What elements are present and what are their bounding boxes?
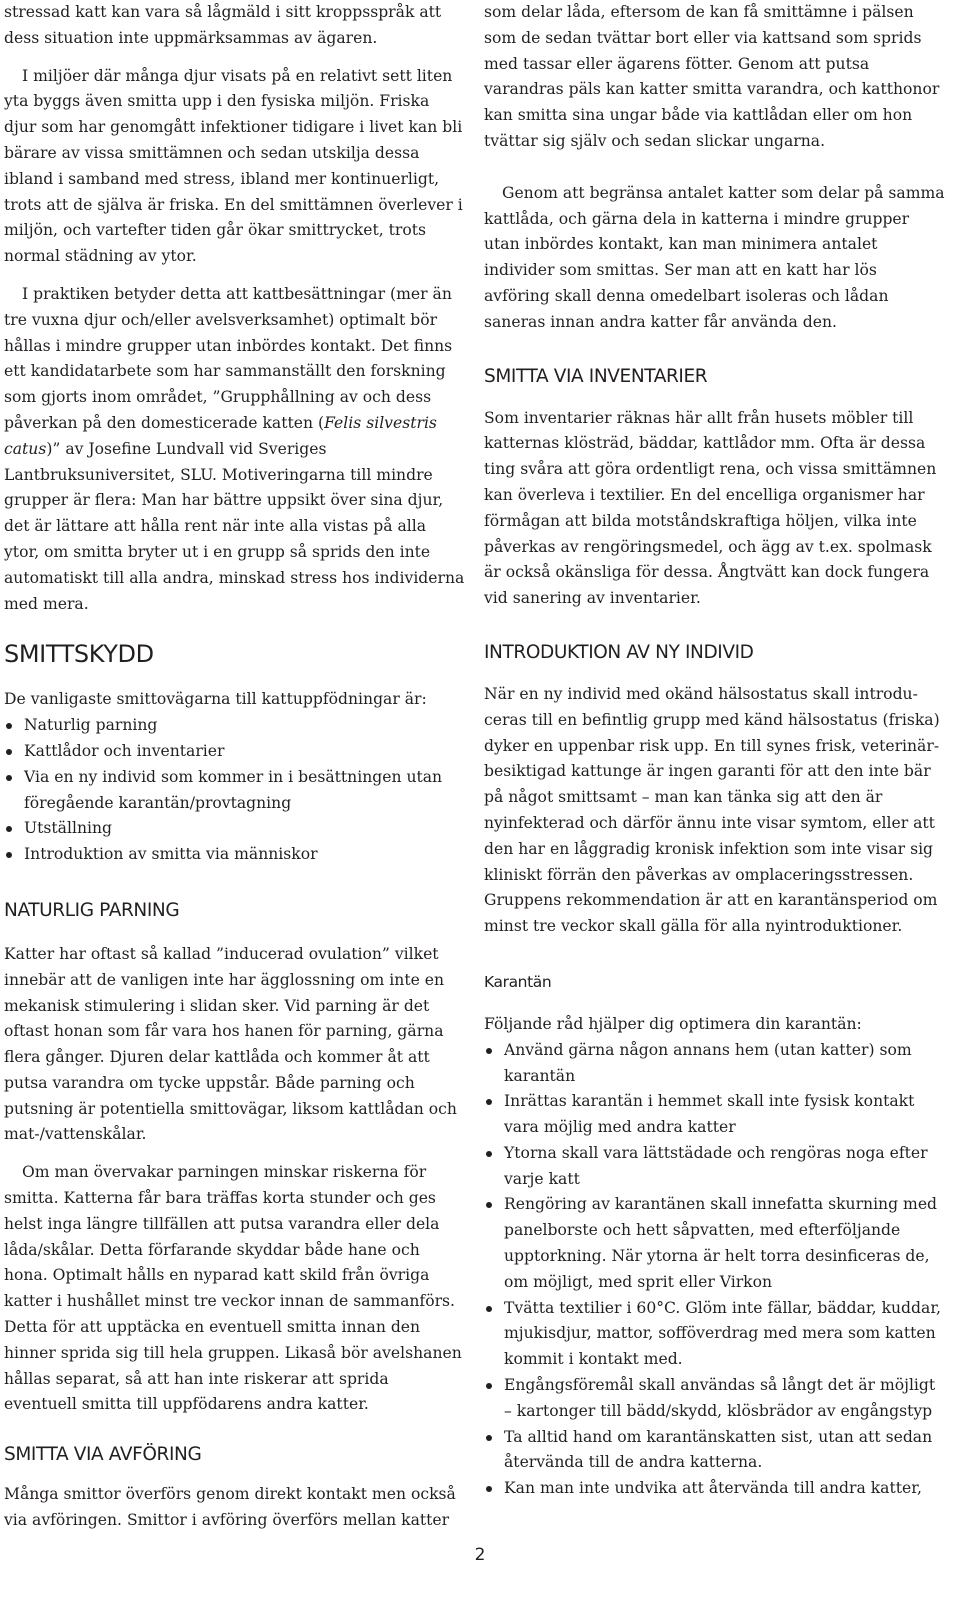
paragraph-avforing-2: Genom att begränsa antalet katter som delar på samma kattlåda, och gärna dela in katterna i mindre grupper utan inbördes kontakt, kan man minimera antalet individer som smittas. Ser man att en katt har lös avföring skall denna omedelbart isoleras och lådan saneras innan andra katter får använda den.: [484, 183, 945, 331]
latin-name: Felis silvestris catus: [4, 413, 437, 458]
list-item: Ytorna skall vara lättstädade och rengöras noga efter varje katt: [484, 1141, 946, 1193]
paragraph-avforing-1: Många smittor överförs genom direkt kontakt men också via avföringen. Smittor i avföring överförs mellan katter: [4, 1485, 456, 1530]
heading-smittskydd: SMITTSKYDD: [4, 640, 154, 669]
left-column: [4, 0, 466, 1534]
right-column: [484, 0, 946, 1502]
heading-karantan: Karantän: [484, 972, 552, 991]
heading-naturlig-parning: NATURLIG PARNING: [4, 899, 180, 921]
list-item: Naturlig parning: [4, 713, 466, 739]
paragraph-group-housing: [4, 282, 466, 617]
heading-smitta-via-avforing: SMITTA VIA AVFÖRING: [4, 1444, 202, 1466]
paragraph-avforing-continued: som delar låda, eftersom de kan få smittämne i pälsen som de sedan tvättar bort eller via kattsand som sprids med tassar eller ägarens fötter. Genom att putsa varandras päls kan katter smitta varandra, och katthonor kan smitta sina ungar både via kattlådan eller om hon tvättar sig själv och sedan slickar ungarna.: [484, 3, 940, 150]
list-item: Introduktion av smitta via människor: [4, 842, 466, 868]
routes-list: [4, 713, 466, 868]
karantan-intro: Följande råd hjälper dig optimera din karantän:: [484, 1014, 862, 1033]
list-item: Rengöring av karantänen skall innefatta skurning med panelborste och hett såpvatten, med efterföljande upptorkning. När ytorna är helt torra desinficeras de, om möjligt, med sprit eller Virkon: [484, 1192, 946, 1295]
list-item: Kattlådor och inventarier: [4, 739, 466, 765]
heading-smitta-via-inventarier: SMITTA VIA INVENTARIER: [484, 365, 708, 387]
list-item: Engångsföremål skall användas så långt det är möjligt – kartonger till bädd/skydd, klösbrädor av engångstyp: [484, 1373, 946, 1425]
paragraph-group-housing-part2: )” av Josefine Lundvall vid Sveriges Lantbruksuniversitet, SLU. Motiveringarna till mindre grupper är flera: Man har bättre uppsikt över sina djur, det är lättare att hålla rent när inte alla vistas på alla ytor, om smitta bryter ut i en grupp så sprids den inte automatiskt till alla andra, minskad stress hos individerna med mera.: [4, 439, 465, 613]
paragraph-parning-2: Om man övervakar parningen minskar riskerna för smitta. Katterna får bara träffas korta stunder och ges helst inga längre tillfällen att putsa varandra eller dela låda/skålar. Detta förfarande skyddar både hane och hona. Optimalt hålls en nyparad katt skild från övriga katter i hushållet minst tre veckor innan de sammanförs. Detta för att upptäcka en eventuell smitta innan den hinner sprida sig till hela gruppen. Likaså bör avelshanen hållas separat, så att han inte riskerar att sprida eventuell smitta till uppfödarens andra katter.: [4, 1163, 462, 1414]
list-item: Ta alltid hand om karantänskatten sist, utan att sedan återvända till de andra katterna.: [484, 1425, 946, 1477]
list-item: Via en ny individ som kommer in i besättningen utan föregående karantän/provtagning: [4, 765, 466, 817]
list-item: Inrättas karantän i hemmet skall inte fysisk kontakt vara möjlig med andra katter: [484, 1089, 946, 1141]
routes-intro: De vanligaste smittovägarna till kattuppfödningar är:: [4, 690, 427, 709]
heading-introduktion: INTRODUKTION AV NY INDIVID: [484, 641, 754, 663]
paragraph-group-housing-part1: I praktiken betyder detta att kattbesättningar (mer än tre vuxna djur och/eller avelsverksamhet) optimalt bör hållas i mindre grupper utan inbördes kontakt. Det finns ett kandidatarbete som har sammanställt den forskning som gjorts inom området, ”Grupphållning av och dess påverkan på den domesticerade katten (: [4, 284, 453, 432]
paragraph-environment: I miljöer där många djur visats på en relativt sett liten yta byggs även smitta upp i den fysiska miljön. Friska djur som har genomgått infektioner tidigare i livet kan bli bärare av vissa smittämnen och sedan utskilja dessa ibland i samband med stress, ibland mer kontinuerligt, trots att de själva är friska. En del smittämnen överlever i miljön, och vartefter tiden går ökar smittrycket, trots normal städning av ytor.: [4, 66, 463, 266]
list-item: Kan man inte undvika att återvända till andra katter,: [484, 1476, 946, 1502]
paragraph-stressed-cat: stressad katt kan vara så lågmäld i sitt kroppsspråk att dess situation inte uppmärksammas av ägaren.: [4, 3, 442, 47]
list-item: Tvätta textilier i 60°C. Glöm inte fällar, bäddar, kuddar, mjukisdjur, mattor, sofföverdrag med mera som katten kommit i kontakt med.: [484, 1296, 946, 1373]
paragraph-introduktion: När en ny individ med okänd hälsostatus skall introduceras till en befintlig grupp med känd hälsostatus (friska) dyker en uppenbar risk upp. En till synes frisk, veterinärbesiktigad kattunge är ingen garanti för att den inte bär på något smittsamt – man kan tänka sig att den är nyinfekterad och därför ännu inte visar symtom, eller att den har en låggradig kronisk infektion som inte visar sig kliniskt förrän den påverkas av omplaceringsstressen. Gruppens rekommendation är att en karantänsperiod om minst tre veckor skall gälla för alla nyintroduktioner.: [484, 684, 940, 936]
paragraph-inventarier: Som inventarier räknas här allt från husets möbler till katternas klösträd, bäddar, kattlådor mm. Ofta är dessa ting svåra att göra ordentligt rena, och vissa smittämnen kan överleva i textilier. En del encelliga organismer har förmågan att bilda motståndskraftiga höljen, vilka inte påverkas av rengöringsmedel, och ägg av t.ex. spolmask är också okänsliga för dessa. Ångtvätt kan dock fungera vid sanering av inventarier.: [484, 408, 937, 608]
paragraph-parning-1: Katter har oftast så kallad ”inducerad ovulation” vilket innebär att de vanligen inte har ägglossning om inte en mekanisk stimulering i slidan sker. Vid parning är det oftast honan som får vara hos hanen för parning, gärna flera gånger. Djuren delar kattlåda och kommer åt att putsa varandra om tycke uppstår. Både parning och putsning är potentiella smittovägar, liksom kattlådan och mat-/vattenskålar.: [4, 944, 457, 1144]
page-number: 2: [474, 1545, 486, 1565]
list-item: Utställning: [4, 816, 466, 842]
karantan-tips-list: [484, 1038, 946, 1502]
list-item: Använd gärna någon annans hem (utan katter) som karantän: [484, 1038, 946, 1090]
